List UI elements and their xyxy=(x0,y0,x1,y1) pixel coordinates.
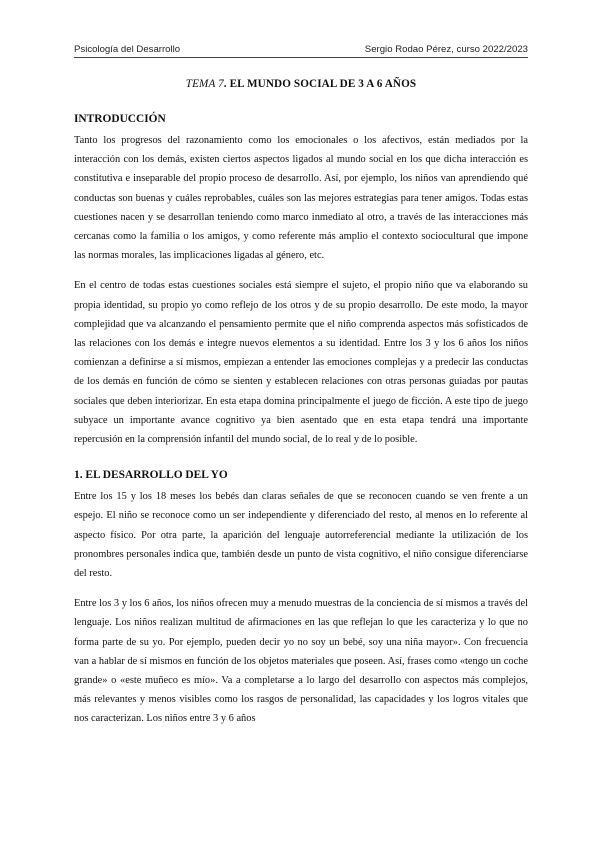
document-title xyxy=(74,78,528,90)
document-body xyxy=(74,78,528,729)
header-course: Psicología del Desarrollo xyxy=(74,44,181,55)
paragraph: Tanto los progresos del razonamiento como los emocionales o los afectivos, están mediados por la interacción con los demás, existen ciertos aspectos ligados al mundo social en los que dicha interacción es constitutiva e inseparable del propio proceso de desarrollo. Así, por ejemplo, los niños van aprendiendo qué conductas son buenas y cuáles reprobables, cuáles son las mejores estrategias para tener amigos. Todas estas cuestiones nacen y se desarrollan teniendo como marco inmediato al otro, a través de las interacciones más cercanas como la familia o los amigos, y como referente más amplio el contexto sociocultural que impone las normas morales, las implicaciones ligadas al género, etc. xyxy=(74,135,528,262)
section-heading-desarrollo-del-yo: 1. EL DESARROLLO DEL YO xyxy=(74,469,228,482)
title-tema: TEMA 7 xyxy=(185,78,224,90)
section-heading-introduccion: INTRODUCCIÓN xyxy=(74,113,166,125)
header-author-course: Sergio Rodao Pérez, curso 2022/2023 xyxy=(364,44,528,55)
paragraph: Entre los 15 y los 18 meses los bebés dan claras señales de que se reconocen cuando se ven frente a un espejo. El niño se reconoce como un ser independiente y diferenciado del resto, al menos en lo referente al aspecto físico. Por otra parte, la aparición del lenguaje autorreferencial mediante la utilización de los pronombres personales indica que, también desde un punto de vista cognitivo, el niño consigue diferenciarse del resto. xyxy=(74,491,528,580)
running-header xyxy=(74,44,528,58)
paragraph: En el centro de todas estas cuestiones sociales está siempre el sujeto, el propio niño que va elaborando su propia identidad, su propio yo como reflejo de los otros y de su propio desarrollo. De este modo, la mayor complejidad que va alcanzando el pensamiento permite que el niño comprenda aspectos más sofisticados de las relaciones con los demás e integre nuevos elementos a su identidad. Entre los 3 y los 6 años los niños comienzan a definirse a sí mismos, empiezan a entender las emociones complejas y a predecir las conductas de los demás en función de cómo se sienten y establecen relaciones con otras personas guiadas por pautas sociales que deben interiorizar. En esta etapa domina principalmente el juego de ficción. A este tipo de juego subyace un importante avance cognitivo ya bien asentado que en esta etapa tendrá una importante repercusión en la comprensión infantil del mundo social, de lo real y de lo posible. xyxy=(74,280,528,446)
paragraph: Entre los 3 y los 6 años, los niños ofrecen muy a menudo muestras de la conciencia de sí mismos a través del lenguaje. Los niños realizan multitud de afirmaciones en las que reflejan lo que les caracteriza y lo que no forma parte de su yo. Por ejemplo, pueden decir yo no soy un bebé, soy una niña mayor». Con frecuencia van a hablar de sí mismos en función de los objetos materiales que poseen. Así, frases como «tengo un coche grande» o «este muñeco es mío». Va a completarse a lo largo del desarrollo con aspectos más complejos, más relevantes y menos visibles como los rasgos de personalidad, las capacidades y los logros vitales que nos caracterizan. Los niños entre 3 y 6 años xyxy=(74,598,528,725)
title-main: . EL MUNDO SOCIAL DE 3 A 6 AÑOS xyxy=(223,78,417,90)
